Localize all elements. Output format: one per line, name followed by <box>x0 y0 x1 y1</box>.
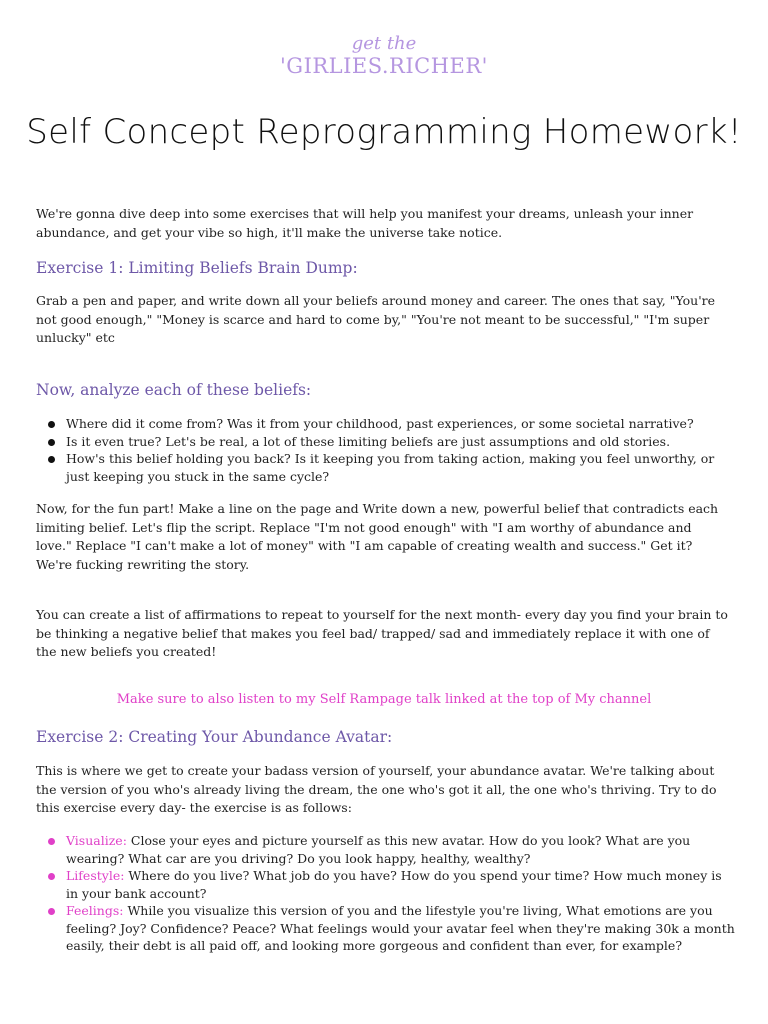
item-label: Feelings: <box>66 903 124 918</box>
list-item: Is it even true? Let's be real, a lot of these limiting beliefs are just assumptions and old stories. <box>46 433 736 451</box>
affirmations-paragraph: You can create a list of affirmations to repeat to yourself for the next month- every day you find your brain to be thinking a negative belief that makes you feel bad/ trapped/ sad and immediately replace it with one of the new beliefs you created! <box>36 607 728 659</box>
item-text: While you visualize this version of you and the lifestyle you're living, What emotions are you feeling? Joy? Confidence? Peace? What feelings would your avatar feel when they're making 30k a month easily, their debt is all paid off, and looking more gorgeous and confident than ever, for example? <box>66 903 735 953</box>
item-label: Visualize: <box>66 833 127 848</box>
bullet-icon <box>48 421 55 428</box>
intro-paragraph: We're gonna dive deep into some exercises that will help you manifest your dreams, unleash your inner abundance, and get your vibe so high, it'll make the universe take notice. <box>36 206 694 240</box>
bullet-icon <box>48 873 55 880</box>
list-item <box>46 867 736 902</box>
analyze-list <box>46 415 736 485</box>
fun-part-paragraph: Now, for the fun part! Make a line on the page and Write down a new, powerful belief that contradicts each limiting belief. Let's flip the script. Replace "I'm not good enough" with "I am worthy of abundance and love." Replace "I can't make a lot of money" with "I am capable of creating wealth and success." Get it? We're fucking rewriting the story. <box>36 501 719 572</box>
exercise1-heading: Exercise 1: Limiting Beliefs Brain Dump: <box>36 259 358 277</box>
avatar-list <box>46 832 736 955</box>
list-item: How's this belief holding you back? Is it keeping you from taking action, making you feel unworthy, or just keeping you stuck in the same cycle? <box>46 450 736 485</box>
list-item: Where did it come from? Was it from your childhood, past experiences, or some societal narrative? <box>46 415 736 433</box>
exercise1-body: Grab a pen and paper, and write down all your beliefs around money and career. The ones that say, "You're not good enough," "Money is scarce and hard to come by," "You're not meant to be successful," "I'm super unlucky" etc <box>36 293 716 345</box>
bullet-icon <box>48 908 55 915</box>
exercise2-body: This is where we get to create your badass version of yourself, your abundance avatar. We're talking about the version of you who's already living the dream, the one who's got it all, the one who's thriving. Try to do this exercise every day- the exercise is as follows: <box>36 763 717 815</box>
logo-wordmark: 'GIRLIES.RICHER' <box>280 54 488 78</box>
bullet-icon <box>48 439 55 446</box>
list-item <box>46 832 736 867</box>
logo-tagline: get the <box>351 33 417 54</box>
item-text: Where do you live? What job do you have? How do you spend your time? How much money is in your bank account? <box>66 868 722 901</box>
exercise2-heading: Exercise 2: Creating Your Abundance Avatar: <box>36 728 393 746</box>
item-label: Lifestyle: <box>66 868 125 883</box>
page-title: Self Concept Reprogramming Homework! <box>26 112 742 152</box>
bullet-icon <box>48 456 55 463</box>
channel-callout: Make sure to also listen to my Self Rampage talk linked at the top of My channel <box>116 692 652 707</box>
item-text: Close your eyes and picture yourself as this new avatar. How do you look? What are you wearing? What car are you driving? Do you look happy, healthy, wealthy? <box>66 833 691 866</box>
analyze-heading: Now, analyze each of these beliefs: <box>36 381 312 399</box>
logo <box>0 34 768 78</box>
bullet-icon <box>48 838 55 845</box>
list-item <box>46 902 736 955</box>
